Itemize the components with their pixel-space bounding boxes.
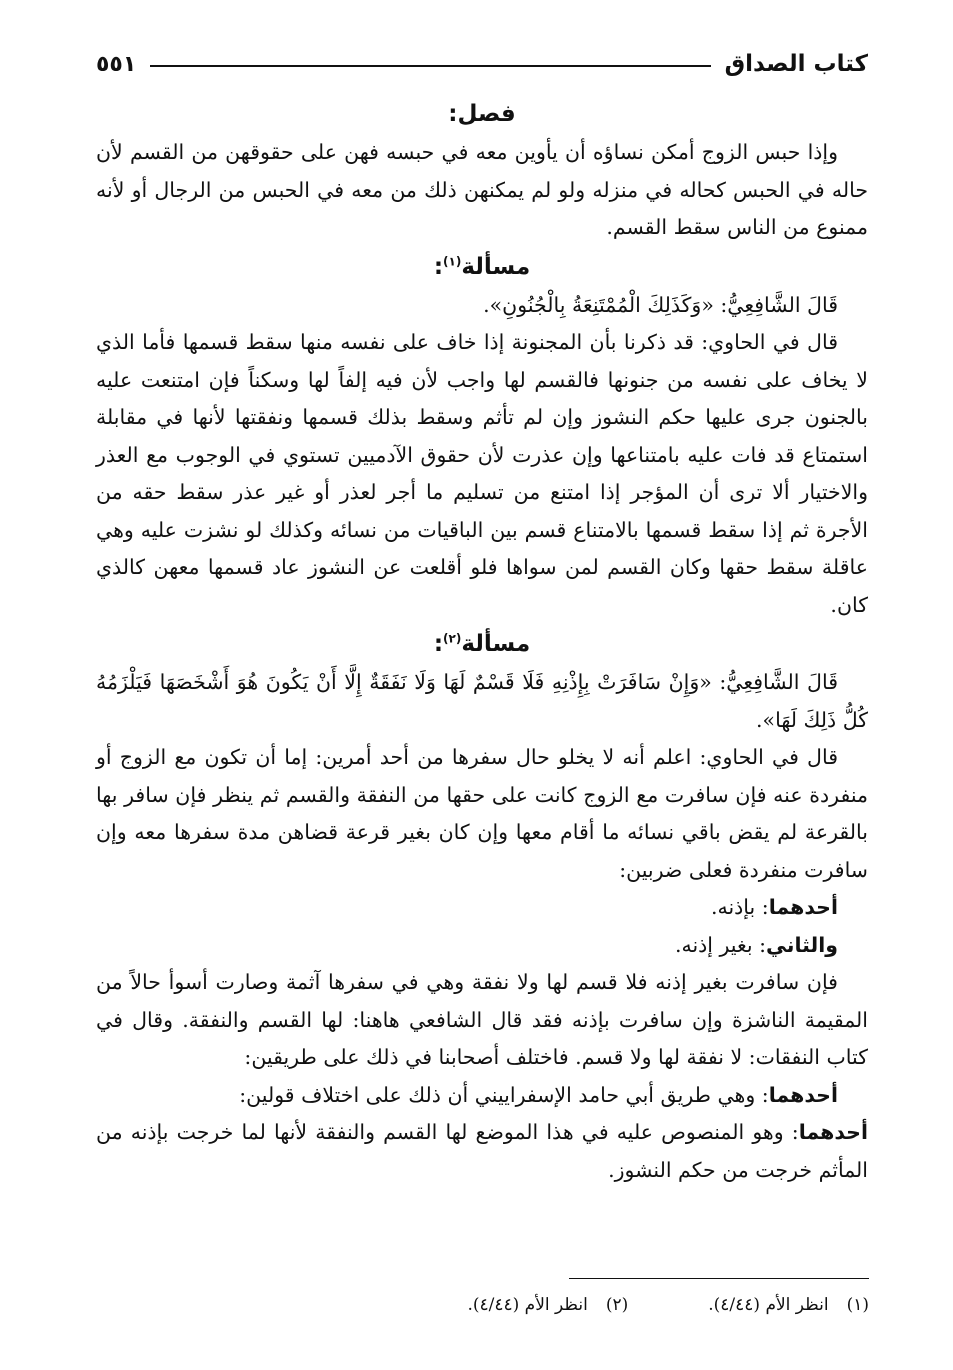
footnote-ref: (٢): [443, 631, 462, 646]
heading-text: مسألة: [461, 631, 531, 657]
item-lead: أحدهما: [768, 1082, 838, 1107]
footnote-separator: [569, 1278, 869, 1279]
paragraph: قال في الحاوي: اعلم أنه لا يخلو حال سفرها من أحد أمرين: إما أن تكون مع الزوج أو منفردة عنه فإن سافرت مع الزوج كانت على حقها من النفقة والقسم ثم ينظر فإن سافر بها بالقرعة لم يقض باقي نسائه ما أقام معها وإن كان بغير قرعة قضاهن مدة سفرها معه وإن سافرت منفردة فعلى ضربين:: [96, 745, 868, 882]
paragraph: وإذا حبس الزوج أمكن نساؤه أن يأوين معه في حبسه فهن على حقوقهن من القسم لأن حاله في الحبس كحاله في منزله ولو لم يمكنهن ذلك من معه في الحبس من الرجال أو لأنه ممنوع من الناس سقط القسم.: [96, 140, 868, 239]
item-text: : وهو المنصوص عليه في هذا الموضع لها القسم والنفقة لأنها لما خرجت بإذنه من المأثم خرجت من حكم النشوز.: [96, 1120, 868, 1182]
section-heading-fasl: فصل:: [448, 101, 516, 127]
heading-text: مسألة: [461, 253, 531, 280]
page-number: ٥٥١: [96, 51, 137, 77]
book-title: كتاب الصداق: [724, 51, 868, 77]
item-lead: أحدهما: [798, 1120, 868, 1144]
item-text: : وهي طريق أبي حامد الإسفراييني أن ذلك على اختلاف قولين:: [239, 1082, 769, 1107]
footnote-number: (٢): [605, 1295, 629, 1315]
footnote-2: [467, 1288, 628, 1322]
shafii-quote: قَالَ الشَّافِعِيُّ: «وَكَذَلِكَ الْمُمْتَنِعَةُ بِالْجُنُونِ».: [483, 292, 838, 317]
heading-colon: :: [433, 631, 444, 657]
footnote-text: انظر الأم (٤/٤٤).: [467, 1295, 588, 1315]
section-heading-masala-1: [96, 247, 868, 287]
header-rule: [150, 65, 710, 67]
shafii-quote: قَالَ الشَّافِعِيُّ: «وَإِنْ سَافَرَتْ بِإِذْنِهِ فَلَا قَسْمٌ لَهَا وَلَا نَفَقَةٌ إِلَّا أَنْ يَكُونَ هُوَ أَشْخَصَهَا فَيَلْزَمُهُ كُلُّ ذَلِكَ لَهَا».: [96, 670, 868, 732]
item-lead: أحدهما: [768, 895, 838, 919]
footnotes: [269, 1288, 869, 1322]
footnote-ref: (١): [443, 253, 462, 268]
list-item: [96, 927, 868, 965]
paragraph: فإن سافرت بغير إذنه فلا قسم لها ولا نفقة وهي في سفرها آثمة وصارت أسوأ حالاً من المقيمة الناشزة وإن سافرت بإذنه فقد قال الشافعي هاهنا: لها القسم والنفقة. وقال في كتاب النفقات: لا نفقة لها ولا قسم. فاختلف أصحابنا في ذلك على طريقين:: [96, 970, 868, 1069]
list-item: [96, 1114, 868, 1189]
section-heading-masala-2: [96, 624, 868, 664]
list-item: [96, 1077, 868, 1115]
paragraph: قال في الحاوي: قد ذكرنا بأن المجنونة إذا خاف على نفسه منها سقط قسمها فأما الذي لا يخاف على نفسه من جنونها فالقسم لها واجب لأن فيه إلفاً لها وسكناً فإن امتنعت عليه بالجنون جرى عليها حكم النشوز وإن لم تأثم وسقط بذلك قسمها ونفقتها لأنها في مقابلة استمتاع قد فات عليه بامتناعها وإن عذرت لأن حقوق الآدميين تستوي في الوجوب مع العذر والاختيار ألا ترى أن المؤجر إذا امتنع من تسليم ما أجر لعذر أو غير عذر سقط حقه من الأجرة ثم إذا سقط قسمها بالامتناع قسم بين الباقيات من نسائه وكذلك لو نشزت عليه وهي عاقلة سقط حقها وكان القسم لمن سواها فلو أقلعت عن النشوز عاد قسمها معهن كالذي كان.: [96, 330, 868, 617]
footnote-number: (١): [846, 1295, 869, 1315]
item-text: : بإذنه.: [710, 895, 769, 919]
footnote-1: [708, 1288, 869, 1322]
footnote-text: انظر الأم (٤/٤٤).: [708, 1295, 829, 1315]
list-item: [96, 889, 868, 927]
running-header: [96, 44, 868, 84]
heading-colon: :: [433, 253, 444, 280]
page-body: [96, 94, 868, 1189]
item-lead: والثاني: [766, 932, 838, 957]
item-text: : بغير إذنه.: [674, 932, 767, 957]
